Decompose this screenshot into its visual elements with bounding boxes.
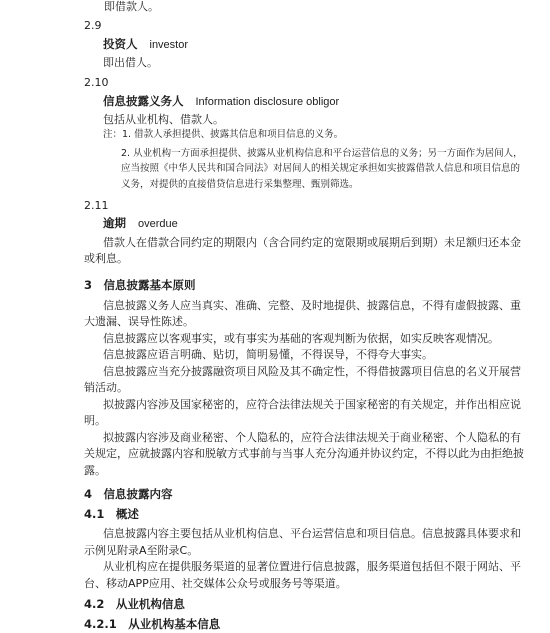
def-2-10-text: 包括从业机构、借款人。 [103, 112, 224, 126]
term-2-11-zh: 逾期 [103, 216, 126, 231]
clause-2-11-number: 2.11 [84, 198, 109, 212]
section-4-2-heading: 4.2 从业机构信息 [84, 596, 185, 611]
clause-2-10-number: 2.10 [84, 76, 109, 90]
principle-6-line-1: 拟披露内容涉及商业秘密、个人隐私的，应符合法律法规关于商业秘密、个人隐私的有 [103, 430, 521, 444]
section-4-1-heading: 4.1 概述 [84, 507, 139, 521]
term-2-11 [103, 216, 178, 231]
principle-4-line-2: 销活动。 [84, 381, 128, 395]
clause-2-9-number: 2.9 [84, 19, 102, 33]
principle-5-line-2: 明。 [84, 414, 106, 428]
overview-line-1: 信息披露内容主要包括从业机构信息、平台运营信息和项目信息。信息披露具体要求和 [103, 527, 521, 541]
term-2-11-en: overdue [138, 218, 178, 231]
overview-line-4: 台、移动APP应用、社交媒体公众号或服务号等渠道。 [84, 576, 347, 590]
principle-1-line-1: 信息披露义务人应当真实、准确、完整、及时地提供、披露信息，不得有虚假披露、重 [103, 298, 521, 312]
section-4-heading: 4 信息披露内容 [84, 486, 173, 501]
section-4-2-1-heading: 4.2.1 从业机构基本信息 [84, 617, 221, 631]
principle-5-line-1: 拟披露内容涉及国家秘密的，应符合法律法规关于国家秘密的有关规定，并作出相应说 [103, 397, 521, 411]
principle-6-line-2: 关规定，应就披露内容和脱敏方式事前与当事人充分沟通并协议约定，不得以此为由拒绝披 [84, 447, 524, 461]
term-2-9-zh: 投资人 [103, 36, 138, 51]
def-2-11-line-2: 或利息。 [84, 252, 128, 266]
term-2-10-en: Information disclosure obligor [195, 95, 340, 108]
def-2-9-text: 即出借人。 [103, 55, 158, 69]
def-2-11-line-1: 借款人在借款合同约定的期限内（含合同约定的宽限期或展期后到期）未足额归还本金 [103, 235, 521, 249]
overview-line-3: 从业机构应在提供服务渠道的显著位置进行信息披露，服务渠道包括但不限于网站、平 [103, 560, 521, 574]
principle-1-line-2: 大遗漏、误导性陈述。 [84, 315, 194, 329]
section-3-heading: 3 信息披露基本原则 [84, 277, 196, 292]
line-def-2-8-text: 即借款人。 [104, 0, 159, 13]
note-2-line-3: 义务，对提供的直接借贷信息进行采集整理、甄别筛选。 [121, 178, 359, 190]
term-2-9-en: investor [149, 38, 189, 51]
term-2-10-zh: 信息披露义务人 [103, 93, 184, 108]
term-2-10 [103, 94, 339, 109]
principle-4-line-1: 信息披露应当充分披露融资项目风险及其不确定性，不得借披露项目信息的名义开展营 [103, 364, 521, 378]
overview-line-2: 示例见附录A至附录C。 [84, 543, 199, 557]
principle-3: 信息披露应语言明确、贴切，简明易懂，不得误导，不得夸大事实。 [103, 348, 433, 362]
note-2-line-1: 2. 从业机构一方面承担提供、披露从业机构信息和平台运营信息的义务；另一方面作为居间人， [121, 147, 523, 159]
principle-6-line-3: 露。 [84, 463, 106, 477]
note-1: 注：1. 借款人承担提供、披露其信息和项目信息的义务。 [103, 129, 344, 141]
note-2-line-2: 应当按照《中华人民共和国合同法》对居间人的相关规定承担如实披露借款人信息和项目信息的 [121, 163, 521, 175]
principle-2: 信息披露应以客观事实，或有事实为基础的客观判断为依据，如实反映客观情况。 [103, 331, 499, 345]
term-2-9 [103, 37, 188, 52]
